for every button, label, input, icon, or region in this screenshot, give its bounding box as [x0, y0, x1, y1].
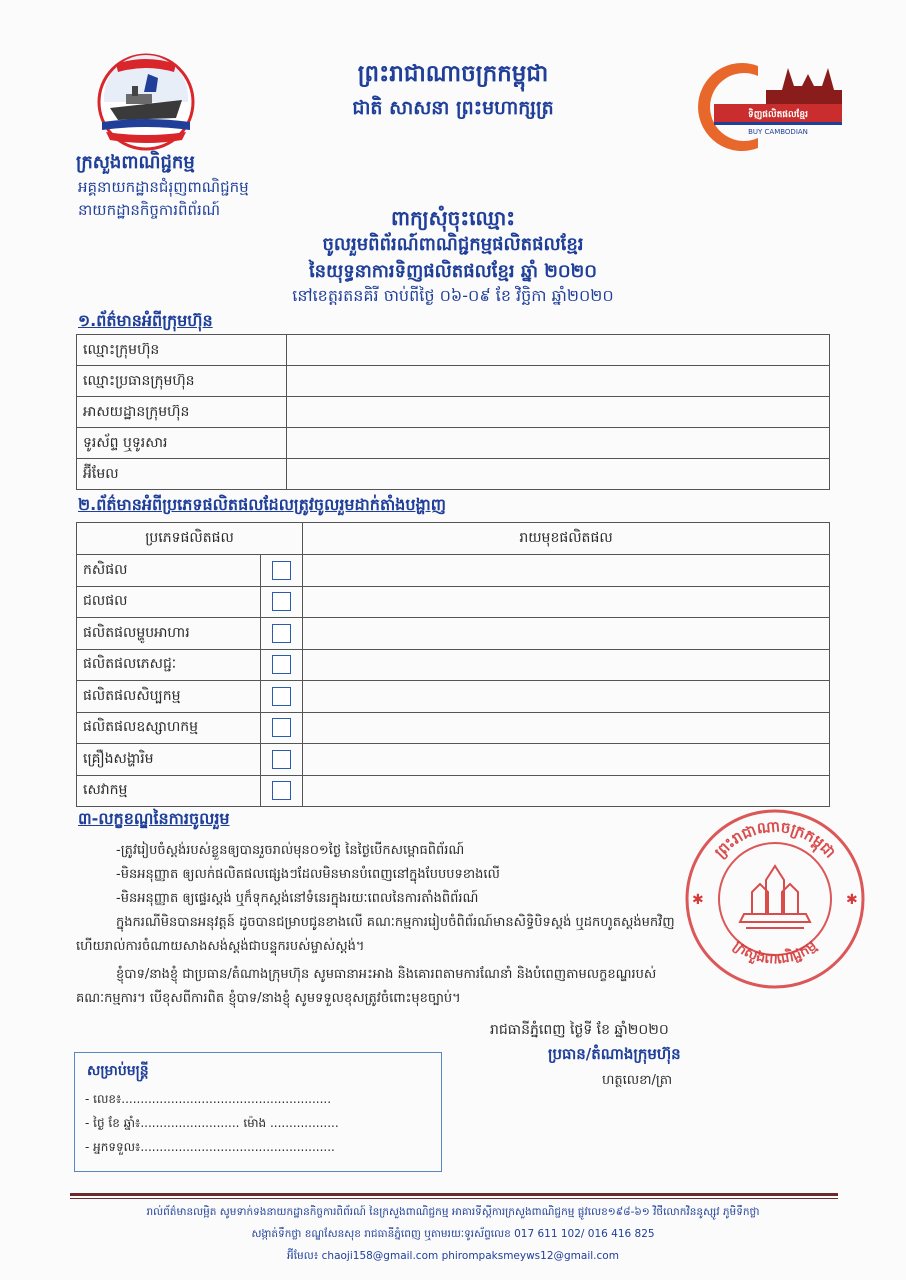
- email-field[interactable]: [287, 459, 830, 490]
- svg-text:✱: ✱: [846, 892, 858, 908]
- product-list-field[interactable]: [303, 712, 830, 744]
- table-row: [77, 681, 830, 713]
- product-type-label: ផលិតផលម្ហូបអាហារ: [77, 618, 261, 650]
- national-motto: ជាតិ សាសនា ព្រះមហាក្សត្រ: [352, 97, 554, 119]
- condition-item-3: -មិនអនុញ្ញាត ឲ្យផ្ទេរស្តង់ ឬក៏ទុកស្តង់នៅទំនេរក្នុងរយៈពេលនៃការតាំងពិព័រណ៍: [116, 891, 479, 906]
- product-type-label: ផលិតផលឧស្សាហកម្ម: [77, 712, 261, 744]
- ministry-seal-icon: [680, 804, 870, 994]
- product-list-field[interactable]: [303, 681, 830, 713]
- form-title-line3: នៃយុទ្ធនាការទិញផលិតផលខ្មែរ ឆ្នាំ ២០២០: [308, 261, 598, 282]
- form-title-line4: នៅខេត្តរតនគិរី ចាប់ពីថ្ងៃ ០៦-០៩ ខែ វិច្ឆិកា ឆ្នាំ២០២០: [292, 286, 614, 305]
- beverage-checkbox[interactable]: [272, 655, 291, 674]
- product-list-field[interactable]: [303, 555, 830, 587]
- product-type-checkbox-cell: [261, 555, 303, 587]
- table-row: [77, 555, 830, 587]
- logo-right-text: ទិញផលិតផលខ្មែរ: [748, 110, 808, 120]
- industrial-checkbox[interactable]: [272, 718, 291, 737]
- product-type-label: ជលផល: [77, 586, 261, 618]
- footer-line1: រាល់ព័ត៌មានលម្អិត សូមទាក់ទងនាយកដ្ឋានកិច្ចការពិព័រណ៍ នៃក្រសួងពាណិជ្ជកម្ម អាគារទីស្តីការក្រសួងពាណិជ្ជកម្ម ផ្លូវលេខ១៩៨-៦១ វិថីលោកវិននូស្សូវ ភូមិទឹកថ្លា: [146, 1206, 760, 1218]
- product-type-label: កសិផល: [77, 555, 261, 587]
- signature-date-line: រាជធានីភ្នំពេញ ថ្ងៃទី ខែ ឆ្នាំ២០២០: [490, 1022, 669, 1038]
- kingdom-title: ព្រះរាជាណាចក្រកម្ពុជា: [357, 61, 549, 87]
- phone-fax-field[interactable]: [287, 428, 830, 459]
- product-list-field[interactable]: [303, 586, 830, 618]
- company-director-field[interactable]: [287, 366, 830, 397]
- svg-text:ក្រសួងពាណិជ្ជកម្ម: [730, 938, 820, 968]
- email-label: អ៊ីមែល: [77, 459, 287, 490]
- product-list-header: រាយមុខផលិតផល: [303, 523, 830, 555]
- product-list-field[interactable]: [303, 775, 830, 807]
- table-row: [77, 712, 830, 744]
- table-header-row: [77, 523, 830, 555]
- table-row: [77, 618, 830, 650]
- footer-line2: សង្កាត់ទឹកថ្លា ខណ្ឌសែនសុខ រាជធានីភ្នំពេញ ឬតាមរយៈទូរស័ព្ទលេខ 017 611 102/ 016 416 825: [251, 1228, 655, 1240]
- footer-line3: អ៊ីមែល៖ chaoji158@gmail.com phirompaksmeyws12@gmail.com: [287, 1250, 619, 1262]
- product-list-field[interactable]: [303, 649, 830, 681]
- office-date-field[interactable]: - ថ្ងៃ ខែ ឆ្នាំ៖.......................... ម៉ោង ..................: [85, 1116, 339, 1130]
- penalty-paragraph-line2: ហើយរាល់ការចំណាយសាងសង់ស្តង់ជាបន្ទុករបស់ម្ចាស់ស្តង់។: [76, 939, 365, 954]
- section1-title: ១.ព័ត៌មានអំពីក្រុមហ៊ុន: [78, 311, 213, 330]
- footer-divider-thin: [70, 1198, 838, 1199]
- seal-text-bottom: ក្រសួងពាណិជ្ជកម្ម: [730, 937, 820, 968]
- service-checkbox[interactable]: [272, 781, 291, 800]
- office-receiver-field[interactable]: - អ្នកទទួល៖...................................................: [85, 1140, 335, 1154]
- product-type-checkbox-cell: [261, 712, 303, 744]
- company-info-table: [76, 334, 830, 490]
- product-type-checkbox-cell: [261, 649, 303, 681]
- signature-role: ប្រធាន/តំណាងក្រុមហ៊ុន: [548, 1045, 681, 1063]
- product-type-table: [76, 522, 830, 807]
- product-type-label: សេវាកម្ម: [77, 775, 261, 807]
- general-department-name: អគ្គនាយកដ្ឋានជំរុញពាណិជ្ជកម្ម: [78, 178, 249, 196]
- office-number-field[interactable]: - លេខ៖.......................................................: [85, 1092, 332, 1106]
- table-row: [77, 335, 830, 366]
- condition-item-1: -ត្រូវរៀបចំស្តង់របស់ខ្លួនឲ្យបានរួចរាល់មុន០១ថ្ងៃ នៃថ្ងៃបើកសម្ពោធពិព័រណ៍: [116, 843, 465, 858]
- agricultural-checkbox[interactable]: [272, 561, 291, 580]
- footer-divider: [70, 1193, 838, 1196]
- product-type-header: ប្រភេទផលិតផល: [77, 523, 303, 555]
- product-type-checkbox-cell: [261, 681, 303, 713]
- table-row: [77, 459, 830, 490]
- logo-right-subtext: BUY CAMBODIAN: [748, 128, 808, 136]
- buy-cambodian-logo-icon: [696, 60, 846, 152]
- product-type-label: ផលិតផលសិប្បកម្ម: [77, 681, 261, 713]
- condition-item-2: -មិនអនុញ្ញាត ឲ្យលក់ផលិតផលផ្សេងៗដែលមិនមានបំពេញនៅក្នុងបែបបទខាងលើ: [116, 867, 500, 882]
- svg-text:✱: ✱: [692, 892, 704, 908]
- product-type-checkbox-cell: [261, 586, 303, 618]
- fishery-checkbox[interactable]: [272, 592, 291, 611]
- furniture-checkbox[interactable]: [272, 750, 291, 769]
- table-row: [77, 586, 830, 618]
- table-row: [77, 649, 830, 681]
- company-name-label: ឈ្មោះក្រុមហ៊ុន: [77, 335, 287, 366]
- product-type-label: គ្រឿងសង្ហារិម: [77, 744, 261, 776]
- declaration-paragraph-line1: ខ្ញុំបាទ/នាងខ្ញុំ ជាប្រធាន/តំណាងក្រុមហ៊ុន សូមធានាអះអាង និងគោរពតាមការណែនាំ និងបំពេញតាមលក្ខខណ្ឌរបស់: [116, 967, 657, 982]
- product-type-checkbox-cell: [261, 618, 303, 650]
- company-address-label: អាសយដ្ឋានក្រុមហ៊ុន: [77, 397, 287, 428]
- declaration-paragraph-line2: គណៈកម្មការ។ បើខុសពីការពិត ខ្ញុំបាទ/នាងខ្ញុំ សូមទទួលខុសត្រូវចំពោះមុខច្បាប់។: [76, 991, 461, 1006]
- product-list-field[interactable]: [303, 744, 830, 776]
- department-name: នាយកដ្ឋានកិច្ចការពិព័រណ៍: [78, 201, 221, 219]
- phone-fax-label: ទូរស័ព្ទ ឬទូរសារ: [77, 428, 287, 459]
- seal-text-top: ព្រះរាជាណាចក្រកម្ពុជា: [710, 817, 840, 862]
- penalty-paragraph-line1: ក្នុងករណីមិនបានអនុវត្តន៍ ដូចបានជម្រាបជូនខាងលើ គណៈកម្មការរៀបចំពិព័រណ៍មានសិទ្ធិបិទស្តង់ ឬដកហូតស្តង់មកវិញ: [116, 915, 675, 930]
- handicraft-checkbox[interactable]: [272, 687, 291, 706]
- table-row: [77, 428, 830, 459]
- product-list-field[interactable]: [303, 618, 830, 650]
- form-title-line1: ពាក្យសុំចុះឈ្មោះ: [390, 206, 516, 230]
- table-row: [77, 397, 830, 428]
- table-row: [77, 744, 830, 776]
- company-director-label: ឈ្មោះប្រធានក្រុមហ៊ុន: [77, 366, 287, 397]
- product-type-checkbox-cell: [261, 775, 303, 807]
- company-name-field[interactable]: [287, 335, 830, 366]
- office-use-box: [74, 1052, 442, 1172]
- company-address-field[interactable]: [287, 397, 830, 428]
- product-type-label: ផលិតផលភេសជ្ជៈ: [77, 649, 261, 681]
- table-row: [77, 775, 830, 807]
- table-row: [77, 366, 830, 397]
- product-type-checkbox-cell: [261, 744, 303, 776]
- section3-title: ៣-លក្ខខណ្ឌនៃការចូលរួម: [78, 809, 230, 828]
- form-title-line2: ចូលរួមពិព័រណ៍ពាណិជ្ជកម្មផលិតផលខ្មែរ: [322, 234, 584, 255]
- office-use-title: សម្រាប់មន្ត្រី: [87, 1063, 149, 1079]
- section2-title: ២.ព័ត៌មានអំពីប្រភេទផលិតផលដែលត្រូវចូលរួមដាក់តាំងបង្ហាញ: [78, 495, 446, 514]
- signature-label: ហត្ថលេខា/ត្រា: [602, 1073, 673, 1088]
- food-checkbox[interactable]: [272, 624, 291, 643]
- ministry-name: ក្រសួងពាណិជ្ជកម្ម: [76, 152, 195, 173]
